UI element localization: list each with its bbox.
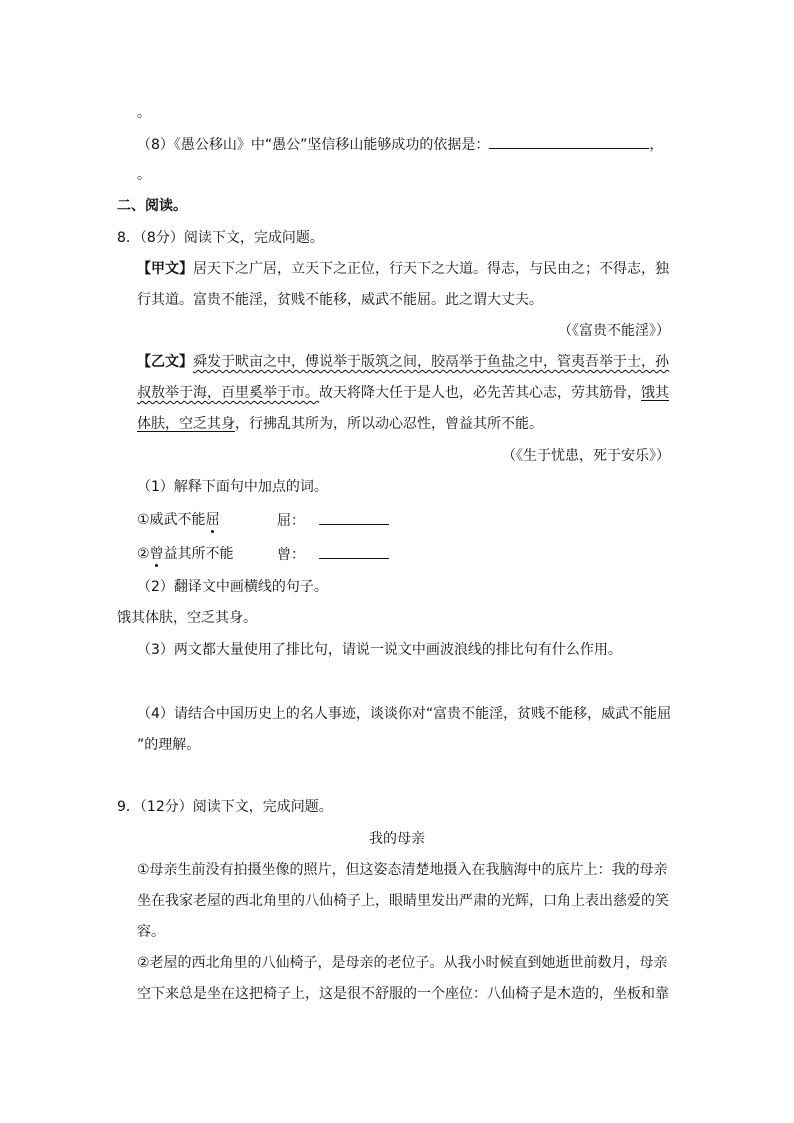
yi-text: ，行拂乱其所为，所以动心忍性，曾益其所不能。 bbox=[235, 416, 543, 432]
item-2-answer bbox=[277, 544, 389, 565]
yi-text-line bbox=[137, 352, 669, 372]
yi-source: （《生于忧患，死于安乐》） bbox=[502, 448, 670, 464]
jia-text-line: 行其道。富贵不能淫，贫贱不能移，威武不能屈。此之谓大丈夫。 bbox=[137, 292, 543, 308]
dotted-word: 曾 bbox=[149, 546, 164, 562]
sub-question-2-sentence: 饿其体肤，空乏其身。 bbox=[117, 610, 257, 626]
item-1-label: 屈： bbox=[277, 513, 305, 529]
item-2-label: 曾： bbox=[277, 547, 305, 563]
underlined-sentence: 饿其 bbox=[641, 385, 669, 401]
article-title: 我的母亲 bbox=[369, 831, 425, 847]
item-2-num: ② bbox=[137, 546, 150, 562]
item-2-text: 益其所不能 bbox=[163, 546, 234, 562]
item-1-answer bbox=[277, 510, 389, 531]
paragraph-1-line: 容。 bbox=[137, 924, 165, 940]
sub-question-2: （2）翻译文中画横线的句子。 bbox=[137, 579, 328, 595]
paragraph-1-line: 坐在我家老屋的西北角里的八仙椅子上，眼睛里发出严肃的光辉，口角上表出慈爱的笑 bbox=[137, 893, 669, 909]
yi-text-line bbox=[137, 383, 669, 403]
q8-recall-comma: ， bbox=[649, 137, 664, 153]
sub-question-1: （1）解释下面句中加点的词。 bbox=[137, 479, 328, 495]
answer-blank[interactable] bbox=[319, 544, 389, 559]
yi-text-line bbox=[137, 414, 543, 434]
jia-text-line bbox=[137, 259, 669, 279]
jia-tag: 【甲文】 bbox=[137, 261, 193, 277]
paragraph-2-line: ②老屋的西北角里的八仙椅子，是母亲的老位子。从我小时候直到她逝世前数月，母亲 bbox=[137, 955, 668, 971]
q8-recall-prompt: （8）《愚公移山》中“愚公”坚信移山能够成功的依据是： bbox=[137, 137, 490, 153]
answer-blank[interactable] bbox=[489, 134, 649, 149]
item-1 bbox=[137, 510, 220, 530]
yi-tag: 【乙文】 bbox=[137, 354, 193, 370]
jia-source: （《富贵不能淫》） bbox=[558, 323, 670, 339]
question-9-header: 9．（12分）阅读下文，完成问题。 bbox=[117, 799, 333, 815]
question-8-recall bbox=[137, 134, 663, 155]
sub-question-4: ”的理解。 bbox=[137, 737, 201, 753]
dotted-word: 屈 bbox=[205, 512, 220, 528]
question-8-header: 8．（8分）阅读下文，完成问题。 bbox=[117, 230, 324, 246]
sub-question-4: （4）请结合中国历史上的名人事迹，谈谈你对“富贵不能淫，贫贱不能移，威武不能屈 bbox=[137, 706, 672, 722]
sub-question-3: （3）两文都大量使用了排比句，请说一说文中画波浪线的排比句有什么作用。 bbox=[137, 642, 622, 658]
yi-text: 故天将降大任于是人也，必先苦其心志，劳其筋骨， bbox=[319, 385, 641, 401]
section-title: 二、阅读。 bbox=[117, 198, 187, 214]
continuation-period: 。 bbox=[137, 105, 151, 121]
wavy-parallel-sentence: 叔敖举于海，百里奚举于市。 bbox=[137, 385, 319, 401]
item-2 bbox=[137, 544, 234, 564]
paragraph-1-line: ①母亲生前没有拍摄坐像的照片，但这姿态清楚地摄入在我脑海中的底片上：我的母亲 bbox=[137, 862, 668, 878]
answer-blank[interactable] bbox=[319, 510, 389, 525]
continuation-period: 。 bbox=[137, 167, 151, 183]
paragraph-2-line: 空下来总是坐在这把椅子上，这是很不舒服的一个座位：八仙椅子是木造的，坐板和靠 bbox=[137, 986, 669, 1002]
wavy-parallel-sentence: 舜发于畎亩之中，傅说举于版筑之间，胶鬲举于鱼盐之中，管夷吾举于士，孙 bbox=[193, 354, 669, 370]
jia-text: 居天下之广居，立天下之正位，行天下之大道。得志，与民由之；不得志，独 bbox=[193, 261, 669, 277]
underlined-sentence: 体肤，空乏其身 bbox=[137, 416, 235, 432]
item-1-text: ①威武不能 bbox=[137, 512, 206, 528]
